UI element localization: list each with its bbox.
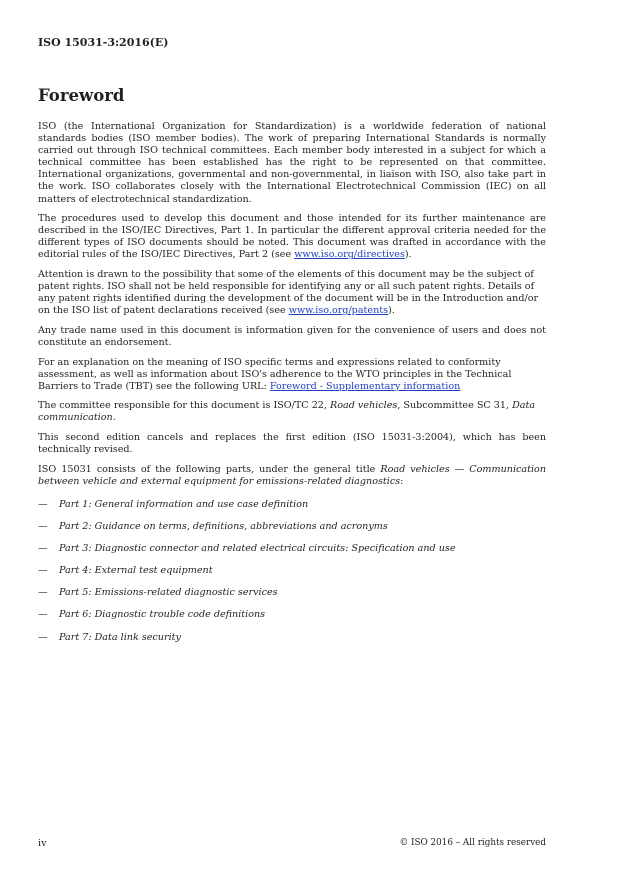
list-item	[38, 632, 546, 644]
supplementary-info-link[interactable]: Foreword - Supplementary information	[269, 380, 461, 392]
page-number: iv	[38, 838, 47, 849]
copyright-notice: © ISO 2016 – All rights reserved	[399, 838, 546, 848]
section-title: Foreword	[38, 86, 125, 105]
paragraph-text: .	[112, 412, 116, 424]
paragraph-text: For an explanation on the meaning of ISO specific terms and expressions related to conformity assessment, as well as information about ISO's adherence to the WTO principles in the Technical Barriers to Trade (TBT) see the following URL:	[38, 356, 512, 392]
part-label: Part 2: Guidance on terms, definitions, abbreviations and acronyms	[59, 521, 388, 533]
part-label: Part 4: External test equipment	[59, 565, 213, 577]
list-item	[38, 565, 546, 577]
paragraph-text: The procedures used to develop this document and those intended for its further maintenance are described in the ISO/IEC Directives, Part 1. In particular the different approval criteria needed for the different types of ISO documents should be noted. This document was drafted in accordance with the editorial rules of the ISO/IEC Directives, Part 2 (see	[38, 213, 546, 261]
paragraph-conformity	[38, 357, 546, 393]
paragraph-text: , Subcommittee SC 31,	[397, 400, 513, 412]
list-item	[38, 543, 546, 555]
part-label: Part 5: Emissions-related diagnostic services	[59, 587, 278, 599]
dash-bullet-icon: —	[38, 587, 48, 599]
paragraph-parts-intro	[38, 464, 546, 488]
part-label: Part 6: Diagnostic trouble code definitions	[59, 609, 266, 621]
paragraph-text: Attention is drawn to the possibility that some of the elements of this document may be the subject of patent rights. ISO shall not be held responsible for identifying any or all such patent rights. Details of any patent rights identified during the development of the document will be in the Introduction and/or on the ISO list of patent declarations received (see	[38, 269, 539, 317]
paragraph-edition: This second edition cancels and replaces the first edition (ISO 15031-3:2004), which has been technically revised.	[38, 432, 546, 456]
general-title: Road vehicles — Communication between vehicle and external equipment for emissions-related diagnostics	[38, 463, 546, 487]
paragraph-text: ISO 15031 consists of the following parts, under the general title	[38, 463, 381, 475]
paragraph-iso-intro: ISO (the International Organization for Standardization) is a worldwide federation of national standards bodies (ISO member bodies). The work of preparing International Standards is normally carried out through ISO technical committees. Each member body interested in a subject for which a technical committee has been established has the right to be represented on that committee. International organizations, governmental and non-governmental, in liaison with ISO, also take part in the work. ISO collaborates closely with the International Electrotechnical Commission (IEC) on all matters of electrotechnical standardization.	[38, 121, 546, 205]
dash-bullet-icon: —	[38, 543, 48, 555]
dash-bullet-icon: —	[38, 631, 48, 643]
paragraph-text: ).	[404, 249, 412, 261]
directives-link[interactable]: www.iso.org/directives	[294, 249, 405, 261]
parts-list	[38, 499, 546, 644]
paragraph-procedures	[38, 213, 546, 261]
paragraph-trade-name: Any trade name used in this document is information given for the convenience of users and does not constitute an endorsement.	[38, 324, 546, 348]
list-item	[38, 587, 546, 599]
paragraph-committee	[38, 400, 546, 424]
paragraph-text: ).	[388, 305, 395, 317]
dash-bullet-icon: —	[38, 609, 48, 621]
list-item	[38, 609, 546, 621]
part-label: Part 3: Diagnostic connector and related electrical circuits: Specification and use	[59, 543, 456, 555]
document-id-header: ISO 15031-3:2016(E)	[38, 36, 169, 49]
committee-title: Road vehicles	[330, 400, 398, 412]
foreword-body	[38, 121, 546, 654]
paragraph-text: The committee responsible for this document is ISO/TC 22,	[38, 400, 331, 412]
part-label: Part 7: Data link security	[59, 631, 181, 643]
patents-link[interactable]: www.iso.org/patents	[288, 305, 389, 317]
list-item	[38, 499, 546, 511]
dash-bullet-icon: —	[38, 565, 48, 577]
part-label: Part 1: General information and use case definition	[59, 498, 309, 510]
dash-bullet-icon: —	[38, 498, 48, 510]
subcommittee-title: Data communication	[38, 400, 536, 424]
list-item	[38, 521, 546, 533]
paragraph-patents	[38, 269, 546, 317]
dash-bullet-icon: —	[38, 521, 48, 533]
paragraph-text: :	[400, 475, 404, 487]
